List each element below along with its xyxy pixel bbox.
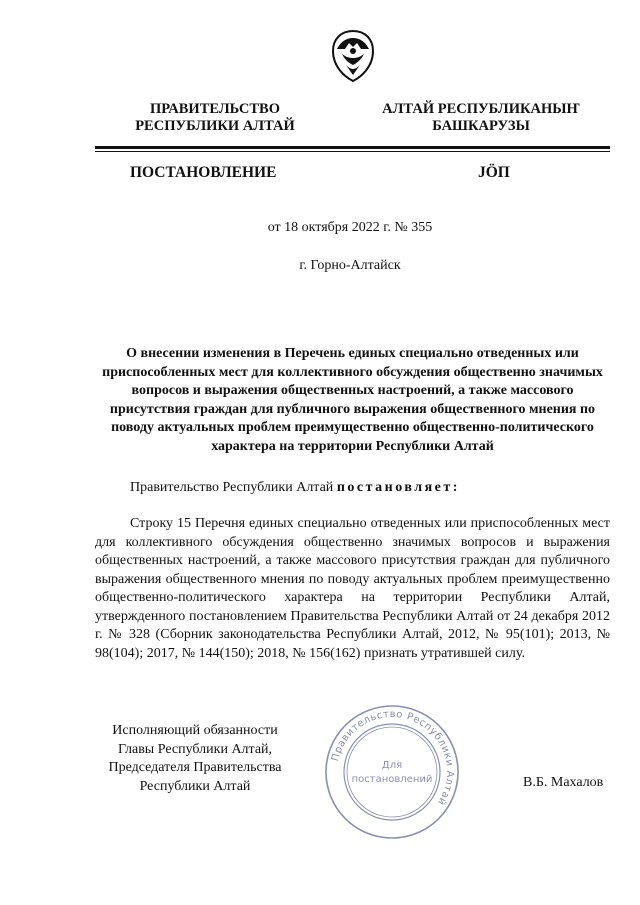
stamp-ring-text: Правительство Республики Алтай bbox=[330, 708, 456, 808]
signer-name: В.Б. Махалов bbox=[523, 775, 604, 790]
header-divider-thick bbox=[95, 146, 610, 149]
signature-line3: Председателя Правительства bbox=[108, 760, 282, 775]
header-right bbox=[381, 101, 581, 135]
signature-line2: Главы Республики Алтай, bbox=[117, 741, 273, 757]
header-right-line1: АЛТАЙ РЕСПУБЛИКАНЫҤ bbox=[382, 101, 580, 117]
header-divider-thin bbox=[95, 151, 610, 152]
doc-type-left: ПОСТАНОВЛЕНИЕ bbox=[130, 164, 277, 181]
header-left bbox=[120, 101, 310, 135]
signature-line4: Республики Алтай bbox=[139, 778, 251, 794]
header-left-line1: ПРАВИТЕЛЬСТВО bbox=[150, 101, 280, 117]
official-stamp bbox=[322, 702, 462, 842]
stamp-outer-ring bbox=[326, 706, 458, 838]
signature-line1: Исполняющий обязанности bbox=[112, 723, 278, 738]
header-right-line2: БАШКАРУЗЫ bbox=[432, 118, 530, 134]
stamp-center-line2: постановлений bbox=[351, 774, 433, 785]
signature-block bbox=[70, 722, 320, 796]
header-left-line2: РЕСПУБЛИКИ АЛТАЙ bbox=[135, 118, 295, 134]
document-title: О внесении изменения в Перечень единых специально отведенных или приспособленных мест для коллективного обсуждения общественно значимых вопросов и выражения общественных настроений, а также массового присутствия граждан для публичного выражения общественного мнения по поводу актуальных проблем преимущественно общественно-политического характера на территории Республики Алтай bbox=[102, 346, 603, 454]
stamp-inner-ring bbox=[347, 727, 437, 817]
doc-type-right: JÖП bbox=[478, 164, 510, 181]
body-paragraph: Строку 15 Перечня единых специально отведенных или приспособленных мест для коллективного обсуждения общественно значимых вопросов и выражения общественных настроений, а также массового присутствия граждан для публичного выражения общественного мнения по поводу актуальных проблем преимущественно общественно-политического характера на территории Республики Алтай, утвержденного постановлением Правительства Республики Алтай от 24 декабря 2012 г. № 328 (Сборник законодательства Республики Алтай, 2012, № 95(101); 2013, № 98(104); 2017, № 144(150); 2018, № 156(162) признать утратившей силу. bbox=[95, 516, 610, 661]
resolves-line bbox=[130, 480, 460, 496]
stamp-center-line1: Для bbox=[381, 760, 403, 771]
city-line: г. Горно-Алтайск bbox=[299, 258, 401, 273]
coat-of-arms-emblem bbox=[331, 29, 375, 83]
date-line: от 18 октября 2022 г. № 355 bbox=[267, 220, 433, 235]
resolves-prefix: Правительство Республики Алтай bbox=[130, 480, 334, 495]
resolves-verb: постановляет: bbox=[336, 480, 460, 495]
stamp-middle-ring bbox=[344, 724, 440, 820]
